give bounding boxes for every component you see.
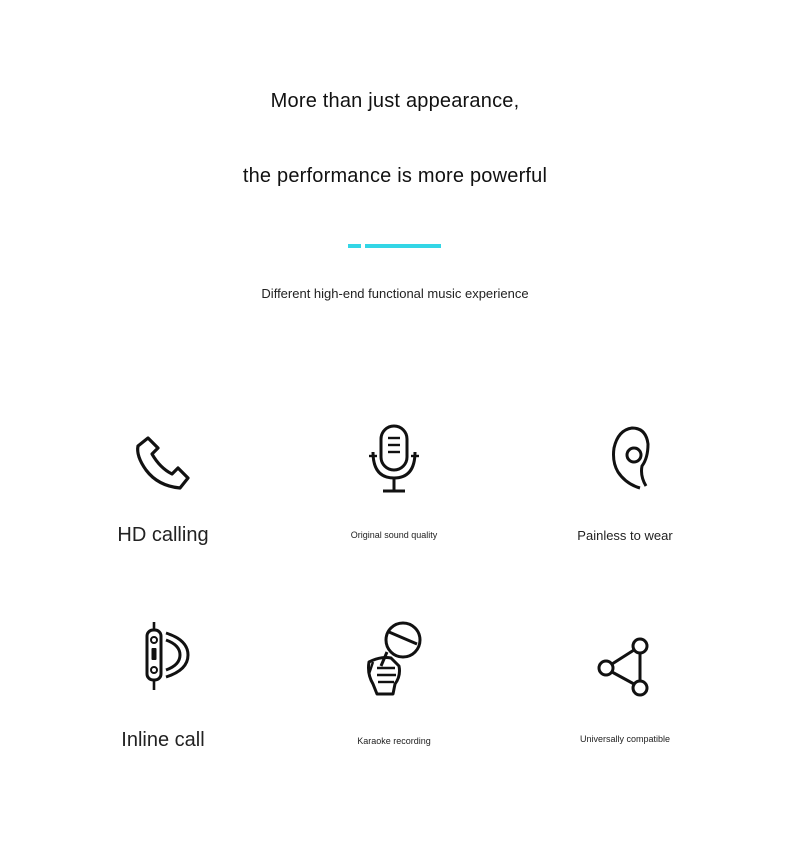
ear-icon [590,424,660,494]
feature-painless-to-wear [505,424,745,543]
feature-universally-compatible [505,632,745,744]
feature-hd-calling [43,428,283,546]
inline-remote-icon [128,620,198,692]
microphone-icon [359,422,429,498]
headline-line-1: More than just appearance, [270,90,520,112]
accent-bar-short [348,244,361,248]
feature-label: Original sound quality [350,530,438,540]
karaoke-mic-hand-icon [359,618,429,700]
feature-karaoke-recording [274,618,514,746]
accent-bar-long [365,244,441,248]
share-nodes-icon [590,632,660,702]
feature-label: Inline call [121,729,205,751]
feature-label: Universally compatible [579,734,671,744]
phone-handset-icon [128,428,198,498]
headline-line-2: the performance is more powerful [242,165,548,187]
feature-inline-call [43,620,283,751]
feature-label: HD calling [117,524,209,546]
feature-original-sound-quality [274,422,514,540]
feature-label: Painless to wear [577,528,673,543]
section-subtitle: Different high-end functional music experience [261,286,529,301]
feature-label: Karaoke recording [357,736,431,746]
